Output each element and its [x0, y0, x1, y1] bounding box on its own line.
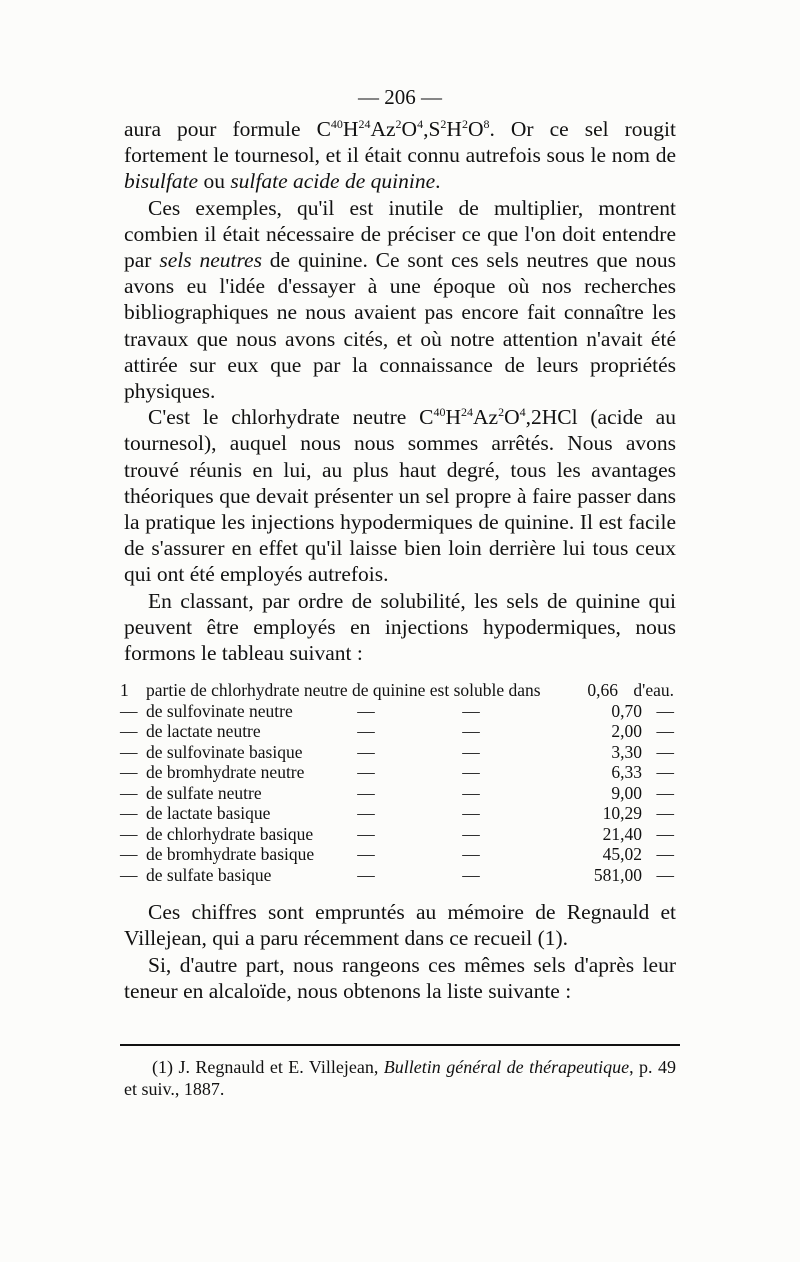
- superscript: 40: [330, 116, 343, 131]
- ditto-mark: —: [357, 721, 375, 742]
- row-unit: d'eau.: [633, 680, 674, 701]
- paragraph-4: En classant, par ordre de solubilité, les sels de quinine qui peuvent être employés en injections hypodermiques, nous formons le tableau suivant :: [124, 588, 676, 666]
- table-row: [120, 783, 680, 804]
- ditto-mark: —: [357, 823, 375, 844]
- text-run: ,2HCl (acide au tournesol), auquel nous nous sommes arrêtés. Nous avons trouvé réunis en lui, au plus haut degré, tous les avantages théoriques que devait présenter un sel propre à faire passer dans la pratique les injections hypodermiques de quinine. Il est facile de s'assurer en effet qu'il laisse bien loin derrière lui tous ceux qui ont été employés autrefois.: [124, 405, 676, 587]
- text-run: H: [446, 117, 462, 141]
- ditto-mark: —: [357, 864, 375, 885]
- solubility-table: [120, 680, 680, 885]
- table-row: [120, 701, 680, 722]
- ditto-mark: —: [462, 782, 480, 803]
- paragraph-3: [124, 404, 676, 587]
- table-row: [120, 865, 680, 886]
- text-run: , p. 49 et suiv., 1887.: [124, 1057, 677, 1100]
- row-unit: —: [656, 700, 674, 721]
- row-value: 45,02: [602, 844, 642, 865]
- table-row: [120, 803, 680, 824]
- row-label: de sulfovinate neutre: [146, 700, 293, 721]
- row-unit: —: [656, 864, 674, 885]
- ditto-mark: —: [462, 721, 480, 742]
- row-unit: —: [656, 803, 674, 824]
- ditto-mark: —: [357, 700, 375, 721]
- superscript: 24: [461, 405, 474, 420]
- text-run: Az: [370, 117, 396, 141]
- table-body: [120, 701, 680, 886]
- ditto-mark: —: [462, 700, 480, 721]
- row-label: de sulfovinate basique: [146, 741, 303, 762]
- ditto-mark: —: [357, 762, 375, 783]
- italic-term: sels neutres: [159, 248, 262, 273]
- row-value: 21,40: [602, 823, 642, 844]
- ditto-mark: —: [357, 803, 375, 824]
- row-unit: —: [656, 823, 674, 844]
- text-run: .: [435, 169, 441, 194]
- text-run: Az: [473, 405, 499, 430]
- ditto-mark: —: [462, 864, 480, 885]
- text-run: H: [445, 405, 462, 430]
- ditto-mark: —: [462, 803, 480, 824]
- italic-term: Bulletin général de thérapeutique: [383, 1057, 630, 1078]
- ditto-mark: —: [462, 762, 480, 783]
- superscript: 2: [440, 116, 447, 131]
- row-label: de sulfate neutre: [146, 782, 262, 803]
- row-value: 10,29: [602, 803, 642, 824]
- row-unit: —: [656, 844, 674, 865]
- superscript: 8: [483, 116, 490, 131]
- row-lead: —: [120, 741, 138, 762]
- superscript: 2: [395, 116, 402, 131]
- text-run: ,S: [423, 117, 441, 141]
- row-value: 0,70: [611, 700, 642, 721]
- paragraph-6: Si, d'autre part, nous rangeons ces mêmes sels d'après leur teneur en alcaloïde, nous obtenons la liste suivante :: [124, 952, 676, 1003]
- row-lead: —: [120, 762, 138, 783]
- text-run: ou: [198, 169, 231, 194]
- superscript: 2: [461, 116, 468, 131]
- row-lead: —: [120, 700, 138, 721]
- table-row: [120, 742, 680, 763]
- row-value: 2,00: [611, 721, 642, 742]
- row-label: de bromhydrate basique: [146, 844, 315, 865]
- ditto-mark: —: [357, 844, 375, 865]
- row-label: de chlorhydrate basique: [146, 823, 314, 844]
- text-run: O: [401, 117, 418, 141]
- row-value: 3,30: [611, 741, 642, 762]
- text-run: . Or ce sel rougit fortement le tournesol, et il était connu autrefois sous le nom de: [124, 117, 676, 168]
- superscript: 40: [433, 405, 446, 420]
- row-unit: —: [656, 762, 674, 783]
- ditto-mark: —: [462, 844, 480, 865]
- text-run: H: [342, 117, 359, 141]
- paragraph-2: [124, 195, 676, 405]
- ditto-mark: —: [357, 741, 375, 762]
- text-run: aura pour formule C: [124, 117, 331, 141]
- row-value: 581,00: [593, 864, 642, 885]
- footnote-divider: [120, 1044, 680, 1046]
- text-run: C'est le chlorhydrate neutre C: [148, 405, 434, 430]
- superscript: 4: [417, 116, 424, 131]
- paragraph-1: [124, 116, 676, 195]
- table-row: [120, 680, 680, 701]
- footnote: [124, 1056, 676, 1100]
- row-lead: —: [120, 844, 138, 865]
- row-value: 6,33: [611, 762, 642, 783]
- text-run: Ces exemples, qu'il est inutile de multiplier, montrent combien il était nécessaire de préciser ce que l'on doit entendre par: [124, 195, 676, 273]
- row-lead: —: [120, 823, 138, 844]
- row-label: de lactate basique: [146, 803, 271, 824]
- row-label: de sulfate basique: [146, 864, 272, 885]
- table-row: [120, 721, 680, 742]
- row-label: de lactate neutre: [146, 721, 261, 742]
- superscript: 4: [519, 405, 526, 420]
- table-row: [120, 824, 680, 845]
- ditto-mark: —: [462, 741, 480, 762]
- row-lead: —: [120, 782, 138, 803]
- text-run: de quinine. Ce sont ces sels neutres que nous avons eu l'idée d'essayer à une époque où nos recherches bibliographiques ne nous avaient pas encore fait connaître les travaux que nous avons cités, et où notre attention n'avait été attirée sur eux que par la connaissance de leurs propriétés physiques.: [124, 248, 677, 404]
- row-lead: —: [120, 803, 138, 824]
- superscript: 24: [358, 116, 371, 131]
- row-value: 0,66: [587, 680, 618, 701]
- row-lead: —: [120, 721, 138, 742]
- table-row: [120, 762, 680, 783]
- text-run: O: [504, 405, 520, 430]
- ditto-mark: —: [462, 823, 480, 844]
- row-value: 9,00: [611, 782, 642, 803]
- row-lead: 1: [120, 680, 129, 701]
- ditto-mark: —: [357, 782, 375, 803]
- row-lead: —: [120, 864, 138, 885]
- italic-term: sulfate acide de quinine: [230, 169, 436, 194]
- row-unit: —: [656, 782, 674, 803]
- row-label: de bromhydrate neutre: [146, 762, 305, 783]
- superscript: 2: [498, 405, 505, 420]
- row-unit: —: [656, 741, 674, 762]
- page-number: — 206 —: [358, 85, 442, 109]
- row-unit: —: [656, 721, 674, 742]
- italic-term: bisulfate: [124, 169, 199, 194]
- table-row: [120, 844, 680, 865]
- text-run: (1) J. Regnauld et E. Villejean,: [152, 1057, 384, 1078]
- text-run: O: [467, 117, 484, 141]
- row-label: partie de chlorhydrate neutre de quinine est soluble dans: [146, 680, 541, 701]
- paragraph-5: Ces chiffres sont empruntés au mémoire de Regnauld et Villejean, qui a paru récemment dans ce recueil (1).: [124, 900, 676, 951]
